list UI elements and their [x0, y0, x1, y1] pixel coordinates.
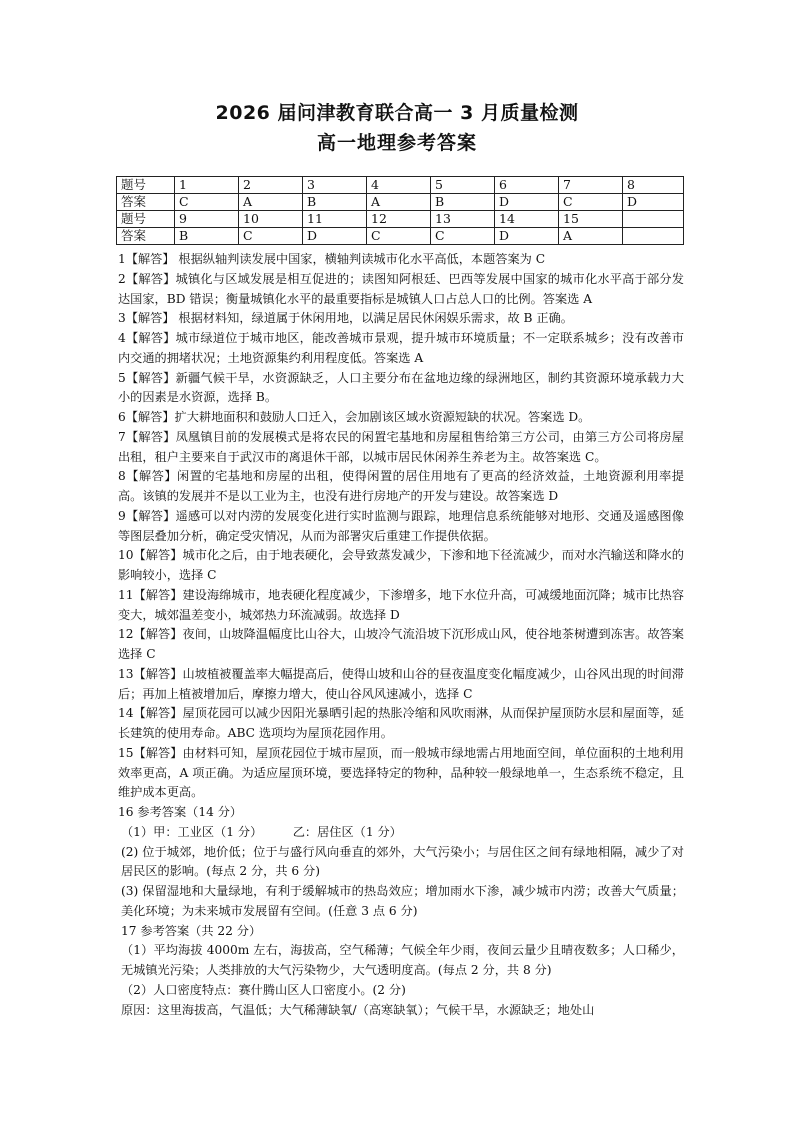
explanation-item: 1【解答】 根据纵轴判读发展中国家，横轴判读城市化水平高低，本题答案为 C — [118, 252, 546, 266]
answer-table-cell: A — [239, 194, 303, 211]
answer-table-cell: B — [431, 194, 495, 211]
answer-table-body — [117, 177, 684, 245]
answer-table-row — [117, 228, 684, 245]
document-title: 2026 届问津教育联合高一 3 月质量检测 — [215, 102, 579, 124]
q16-part3: (3) 保留湿地和大量绿地，有利于缓解城市的热岛效应；增加雨水下渗，减少城市内涝；改善大气质量；美化环境；为未来城市发展留有空间。(任意 3 点 6 分) — [121, 884, 684, 918]
explanations-section — [118, 250, 684, 1020]
explanation-item: 11【解答】建设海绵城市，地表硬化程度减少，下渗增多，地下水位升高，可减缓地面沉降；城市比热容变大，城郊温差变小，城郊热力环流减弱。故选择 D — [118, 587, 684, 622]
document-subtitle: 高一地理参考答案 — [316, 132, 477, 154]
answer-table-cell: C — [367, 228, 431, 245]
answer-table-cell — [623, 228, 684, 245]
answer-table-cell: 1 — [175, 177, 239, 194]
q16-part1: （1）甲：工业区（1 分） 乙：居住区（1 分） — [121, 824, 402, 839]
answer-table-cell: 4 — [367, 177, 431, 194]
answer-table-cell: 10 — [239, 211, 303, 228]
answer-table-row — [117, 211, 684, 228]
answer-table-cell: C — [431, 228, 495, 245]
explanation-item: 9【解答】遥感可以对内涝的发展变化进行实时监测与跟踪，地理信息系统能够对地形、交通及遥感图像等图层叠加分析，确定受灾情况，从而为部署灾后重建工作提供依据。 — [118, 508, 684, 543]
answer-table-row-header: 题号 — [117, 211, 175, 228]
q16-heading: 16 参考答案（14 分） — [118, 805, 243, 819]
explanation-item: 4【解答】城市绿道位于城市地区，能改善城市景观，提升城市环境质量；不一定联系城乡；没有改善市内交通的拥堵状况；土地资源集约利用程度低。答案选 A — [118, 331, 684, 365]
answer-table-cell: 15 — [559, 211, 623, 228]
explanation-item: 15【解答】由材料可知，屋顶花园位于城市屋顶，而一般城市绿地需占用地面空间，单位面积的土地利用效率更高，A 项正确。为适应屋顶环境，要选择特定的物种，品种较一般绿地单一，生态系统不稳定，且维护成本更高。 — [118, 745, 684, 800]
answer-table-cell: B — [175, 228, 239, 245]
answer-table-cell: 8 — [623, 177, 684, 194]
explanation-item: 2【解答】城镇化与区域发展是相互促进的；读图知阿根廷、巴西等发展中国家的城市化水平高于部分发达国家，BD 错误；衡量城镇化水平的最重要指标是城镇人口占总人口的比例。答案选 A — [118, 271, 684, 306]
answer-table-row-header: 答案 — [117, 194, 175, 211]
answer-table-cell: A — [367, 194, 431, 211]
answer-table-cell: D — [495, 194, 559, 211]
q17-part3: 原因：这里海拔高，气温低；大气稀薄缺氧/（高寒缺氧）；气候干旱，水源缺乏；地处山 — [121, 1002, 595, 1017]
answer-table-cell: C — [175, 194, 239, 211]
answer-table-cell: C — [559, 194, 623, 211]
explanation-item: 8【解答】闲置的宅基地和房屋的出租，使得闲置的居住用地有了更高的经济效益，土地资源利用率提高。该镇的发展并不是以工业为主，也没有进行房地产的开发与建设。故答案选 D — [118, 469, 684, 503]
explanation-item: 10【解答】城市化之后，由于地表硬化，会导致蒸发减少，下渗和地下径流减少，而对水汽输送和降水的影响较小，选择 C — [118, 548, 684, 582]
answer-table-cell: 13 — [431, 211, 495, 228]
explanation-item: 5【解答】新疆气候干旱，水资源缺乏，人口主要分布在盆地边缘的绿洲地区，制约其资源环境承载力大小的因素是水资源，选择 B。 — [118, 370, 684, 405]
answer-table-cell: 7 — [559, 177, 623, 194]
answer-table-cell: D — [623, 194, 684, 211]
answer-table-cell: 3 — [303, 177, 367, 194]
answer-table-row-header: 答案 — [117, 228, 175, 245]
answer-table-cell: A — [559, 228, 623, 245]
explanation-item: 12【解答】夜间，山坡降温幅度比山谷大，山坡冷气流沿坡下沉形成山风，使谷地茶树遭到冻害。故答案选择 C — [118, 627, 684, 661]
answer-table-cell: 12 — [367, 211, 431, 228]
answer-table — [116, 176, 684, 245]
answer-table-cell: B — [303, 194, 367, 211]
answer-table-row — [117, 194, 684, 211]
answer-table-cell: D — [495, 228, 559, 245]
explanation-item: 3【解答】 根据材料知，绿道属于休闲用地，以满足居民休闲娱乐需求，故 B 正确。 — [118, 311, 573, 326]
answer-table-cell: 6 — [495, 177, 559, 194]
answer-table-cell: 2 — [239, 177, 303, 194]
answer-table-cell: 9 — [175, 211, 239, 228]
answer-table-cell: 5 — [431, 177, 495, 194]
explanation-item: 6【解答】扩大耕地面积和鼓励人口迁入，会加剧该区域水资源短缺的状况。答案选 D。 — [118, 410, 591, 424]
answer-table-cell: 11 — [303, 211, 367, 228]
answer-table-cell: D — [303, 228, 367, 245]
answer-table-cell: 14 — [495, 211, 559, 228]
answer-table-row — [117, 177, 684, 194]
explanation-item: 7【解答】凤凰镇目前的发展模式是将农民的闲置宅基地和房屋租售给第三方公司，由第三方公司将房屋出租，租户主要来自于武汉市的离退休干部，以城市居民休闲养生养老为主。故答案选 C。 — [118, 429, 684, 464]
answer-table-cell: C — [239, 228, 303, 245]
q17-part2: （2）人口密度特点：赛什腾山区人口密度小。(2 分) — [121, 982, 406, 997]
answer-table-cell — [623, 211, 684, 228]
q17-heading: 17 参考答案（共 22 分） — [121, 923, 262, 938]
explanation-item: 14【解答】屋顶花园可以减少因阳光暴晒引起的热胀冷缩和风吹雨淋，从而保护屋顶防水层和屋面等，延长建筑的使用寿命。ABC 选项均为屋顶花园作用。 — [118, 706, 684, 740]
q17-part1: （1）平均海拔 4000m 左右，海拔高，空气稀薄；气候全年少雨，夜间云量少且晴夜数多；人口稀少，无城镇光污染；人类排放的大气污染物少，大气透明度高。(每点 2 分，共 8 分) — [121, 943, 684, 977]
answer-table-row-header: 题号 — [117, 177, 175, 194]
explanation-item: 13【解答】山坡植被覆盖率大幅提高后，使得山坡和山谷的昼夜温度变化幅度减少，山谷风出现的时间滞后；再加上植被增加后，摩擦力增大，使山谷风风速减小，选择 C — [118, 666, 684, 701]
q16-part2: (2) 位于城郊，地价低；位于与盛行风向垂直的郊外，大气污染小；与居住区之间有绿地相隔，减少了对居民区的影响。(每点 2 分，共 6 分) — [121, 844, 684, 879]
